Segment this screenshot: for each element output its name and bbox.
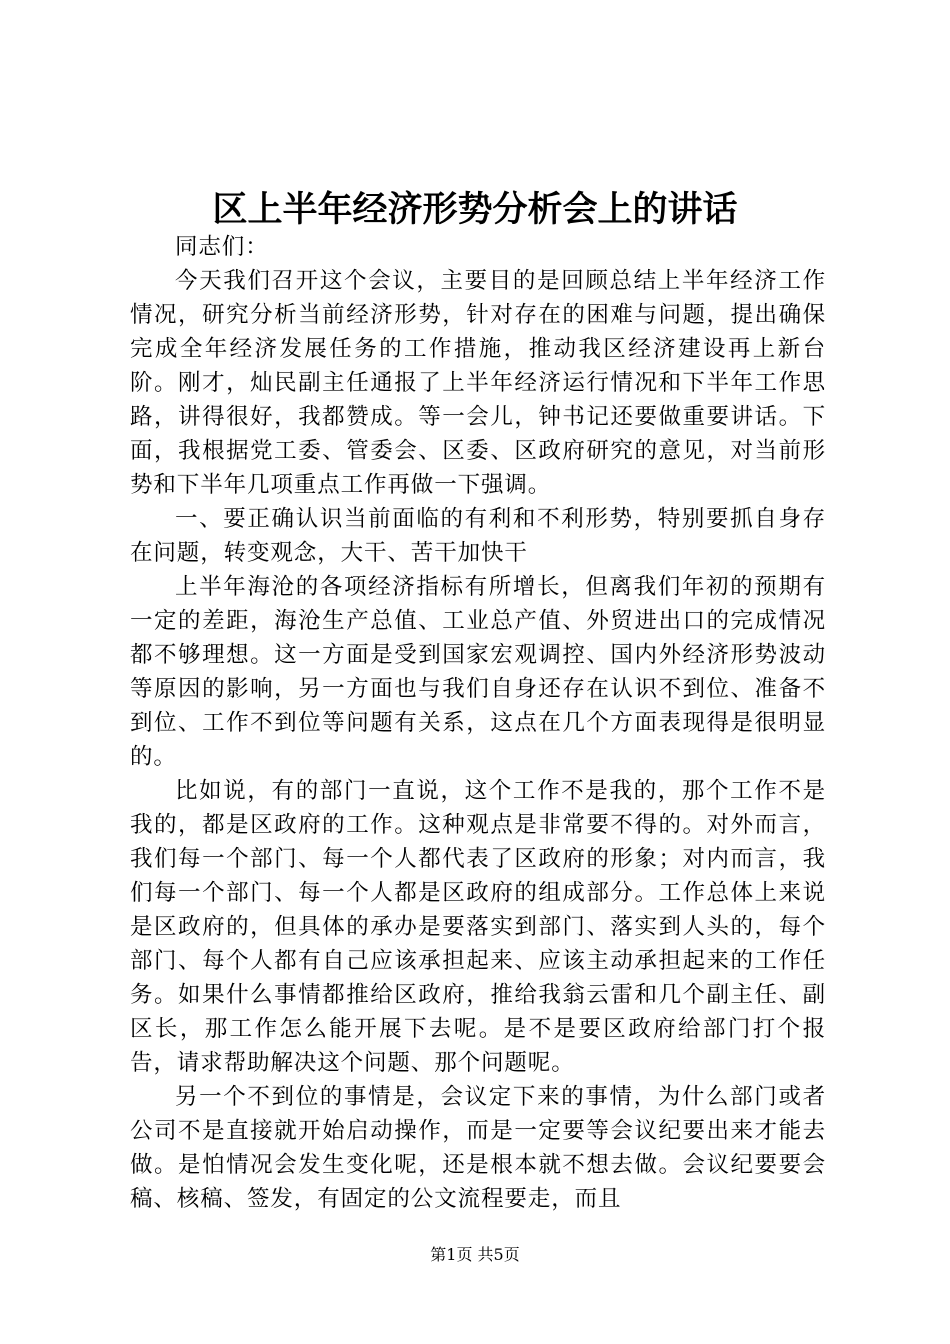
section-heading-1: 一、要正确认识当前面临的有利和不利形势，特别要抓自身存在问题，转变观念，大干、苦干加快干: [130, 506, 826, 566]
page-footer: 第1页 共5页: [430, 1245, 520, 1264]
document-body: [130, 230, 826, 1216]
paragraph-economic-indicators: 上半年海沧的各项经济指标有所增长，但离我们年初的预期有一定的差距，海沧生产总值、工业总产值、外贸进出口的完成情况都不够理想。这一方面是受到国家宏观调控、国内外经济形势波动等原因的影响，另一方面也与我们自身还存在认识不到位、准备不到位、工作不到位等问题有关系，这点在几个方面表现得是很明显的。: [130, 574, 826, 770]
salutation: 同志们：: [175, 234, 269, 260]
paragraph-intro: 今天我们召开这个会议，主要目的是回顾总结上半年经济工作情况，研究分析当前经济形势，针对存在的困难与问题，提出确保完成全年经济发展任务的工作措施，推动我区经济建设再上新台阶。刚才，灿民副主任通报了上半年经济运行情况和下半年工作思路，讲得很好，我都赞成。等一会儿，钟书记还要做重要讲话。下面，我根据党工委、管委会、区委、区政府研究的意见，对当前形势和下半年几项重点工作再做一下强调。: [130, 268, 826, 498]
paragraph-department-attitude: 比如说，有的部门一直说，这个工作不是我的，那个工作不是我的，都是区政府的工作。这种观点是非常要不得的。对外而言，我们每一个部门、每一个人都代表了区政府的形象；对内而言，我们每一个部门、每一个人都是区政府的组成部分。工作总体上来说是区政府的，但具体的承办是要落实到部门、落实到人头的，每个部门、每个人都有自己应该承担起来、应该主动承担起来的工作任务。如果什么事情都推给区政府，推给我翁云雷和几个副主任、副区长，那工作怎么能开展下去呢。是不是要区政府给部门打个报告，请求帮助解决这个问题、那个问题呢。: [130, 778, 826, 1076]
document-title: 区上半年经济形势分析会上的讲话: [212, 189, 738, 230]
paragraph-meeting-minutes: 另一个不到位的事情是，会议定下来的事情，为什么部门或者公司不是直接就开始启动操作，而是一定要等会议纪要出来才能去做。是怕情况会发生变化呢，还是根本就不想去做。会议纪要要会稿、核稿、签发，有固定的公文流程要走，而且: [130, 1084, 826, 1212]
